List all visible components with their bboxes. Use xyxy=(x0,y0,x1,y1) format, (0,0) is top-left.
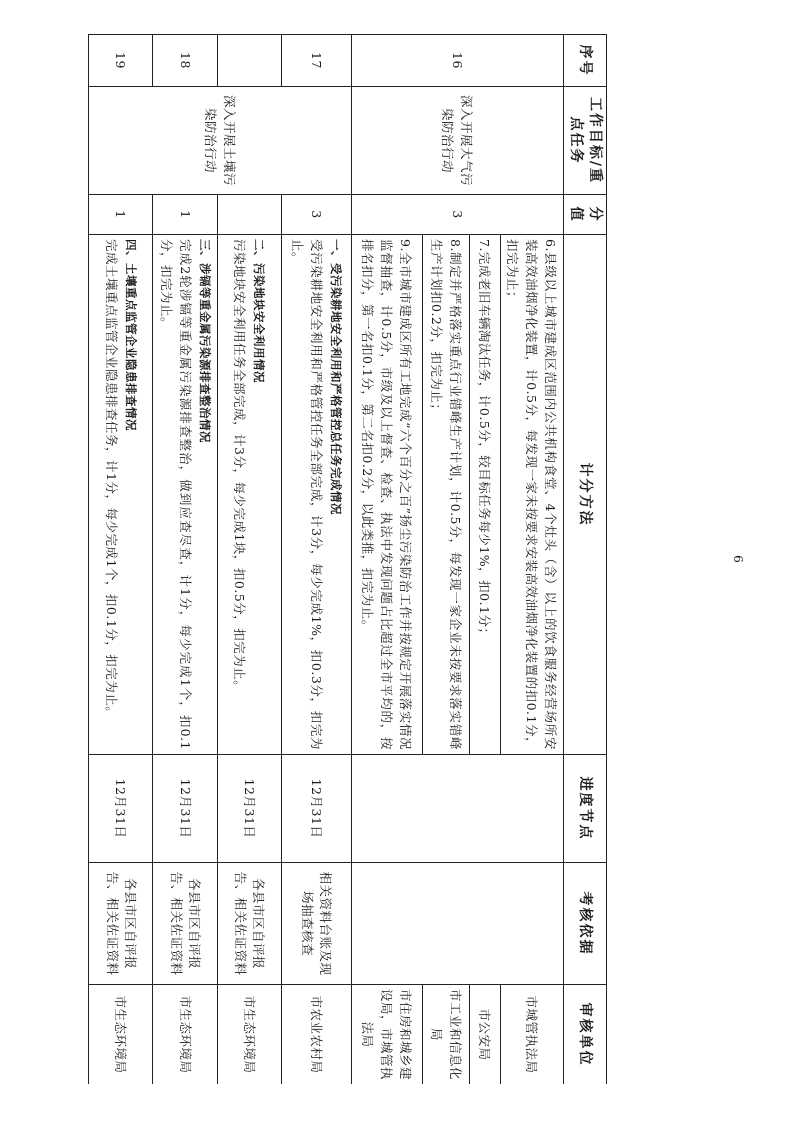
row-no: 19 xyxy=(89,35,153,87)
row-score: 1 xyxy=(89,195,153,235)
row-deadline xyxy=(351,755,563,863)
row-no: 18 xyxy=(153,35,217,87)
section-text: 受污染耕地安全利用和严格管控任务全部完成，计3分，每少完成1%，扣0.3分，扣完为止。 xyxy=(289,239,324,750)
row-score: 3 xyxy=(351,195,563,235)
assessment-table xyxy=(88,34,607,1084)
row-unit: 市农业农村局 xyxy=(282,985,351,1085)
page-number: 6 xyxy=(731,555,745,563)
row-no xyxy=(217,35,281,87)
row-unit: 市生态环境局 xyxy=(89,985,153,1085)
header-row xyxy=(564,35,607,1085)
method-item: 8.制定并严格落实重点行业错峰生产计划，计0.5分，每发现一家企业未按要求落实错峰生产计划扣0.2分，扣完为止； xyxy=(423,235,470,755)
section-title: 三、涉镉等重金属污染源排查整治情况 xyxy=(197,239,212,443)
row-basis xyxy=(351,863,563,985)
table-area xyxy=(88,34,607,1084)
method-section xyxy=(153,235,217,755)
method-item: 6.县级以上城市建成区范围内公共机构食堂、4个灶头（含）以上的饮食服务经营场所安装高效油烟净化装置，计0.5分，每发现一家未按要求安装高效油烟净化装置的扣0.1分，扣完为止； xyxy=(500,235,563,755)
row-deadline: 12月31日 xyxy=(153,755,217,863)
row-basis: 相关资料台账及现场抽查核查 xyxy=(282,863,351,985)
header-score: 分值 xyxy=(564,195,607,235)
method-section xyxy=(89,235,153,755)
row-basis: 各县市区自评报告、相关佐证资料 xyxy=(217,863,281,985)
row-deadline: 12月31日 xyxy=(217,755,281,863)
rotated-page-content xyxy=(88,34,607,1084)
header-method: 计分方法 xyxy=(564,235,607,755)
method-item: 7.完成老旧车辆淘汰任务，计0.5分，较目标任务每少1%，扣0.1分； xyxy=(470,235,501,755)
section-text: 污染地块安全利用任务全部完成，计3分，每少完成1块，扣0.5分，扣完为止。 xyxy=(232,239,248,694)
row-unit: 市生态环境局 xyxy=(153,985,217,1085)
row-task: 深入开展大气污染防治行动 xyxy=(351,87,563,195)
table-row xyxy=(282,35,351,1085)
method-section xyxy=(217,235,281,755)
method-item: 9.全市城市建成区所有工地完成“六个百分之百”扬尘污染防治工作并按规定开展落实情况监督抽查，计0.5分，市级及以上督查、检查、执法中发现问题占比超过全市平均的，按排名扣分，第一名扣0.1分，第二名扣0.2分，以此类推，扣完为止。 xyxy=(351,235,423,755)
row-unit: 市住房和城乡建设局，市城管执法局 xyxy=(351,985,423,1085)
row-score: 1 xyxy=(153,195,217,235)
method-section xyxy=(282,235,351,755)
section-text: 完成土壤重点监管企业隐患排查任务，计1分，每少完成1个，扣0.1分，扣完为止。 xyxy=(103,239,119,720)
row-no: 17 xyxy=(282,35,351,87)
section-title: 一、受污染耕地安全利用和严格管控总任务完成情况 xyxy=(328,239,343,515)
header-unit: 审核单位 xyxy=(564,985,607,1085)
header-deadline: 进度节点 xyxy=(564,755,607,863)
row-score xyxy=(217,195,281,235)
row-basis: 各县市区自评报告、相关佐证资料 xyxy=(153,863,217,985)
row-unit: 市工业和信息化局 xyxy=(423,985,470,1085)
row-unit: 市生态环境局 xyxy=(217,985,281,1085)
row-unit: 市公安局 xyxy=(470,985,501,1085)
section-text: 完成2轮涉镉等重金属污染源排查整治，做到应查尽查，计1分，每少完成1个，扣0.1分，扣完为止。 xyxy=(158,239,193,750)
row-no: 16 xyxy=(351,35,563,87)
header-basis: 考核依据 xyxy=(564,863,607,985)
row-task: 深入开展土壤污染防治行动 xyxy=(89,87,352,195)
row-score: 3 xyxy=(282,195,351,235)
header-no: 序号 xyxy=(564,35,607,87)
row-unit: 市城管执法局 xyxy=(500,985,563,1085)
row-deadline: 12月31日 xyxy=(282,755,351,863)
section-title: 二、污染地块安全利用情况 xyxy=(252,239,267,383)
row-deadline: 12月31日 xyxy=(89,755,153,863)
table-row xyxy=(500,35,563,1085)
section-title: 四、土壤重点监管企业隐患排查情况 xyxy=(123,239,138,431)
header-task: 工作目标/重点任务 xyxy=(564,87,607,195)
row-basis: 各县市区自评报告、相关佐证资料 xyxy=(89,863,153,985)
